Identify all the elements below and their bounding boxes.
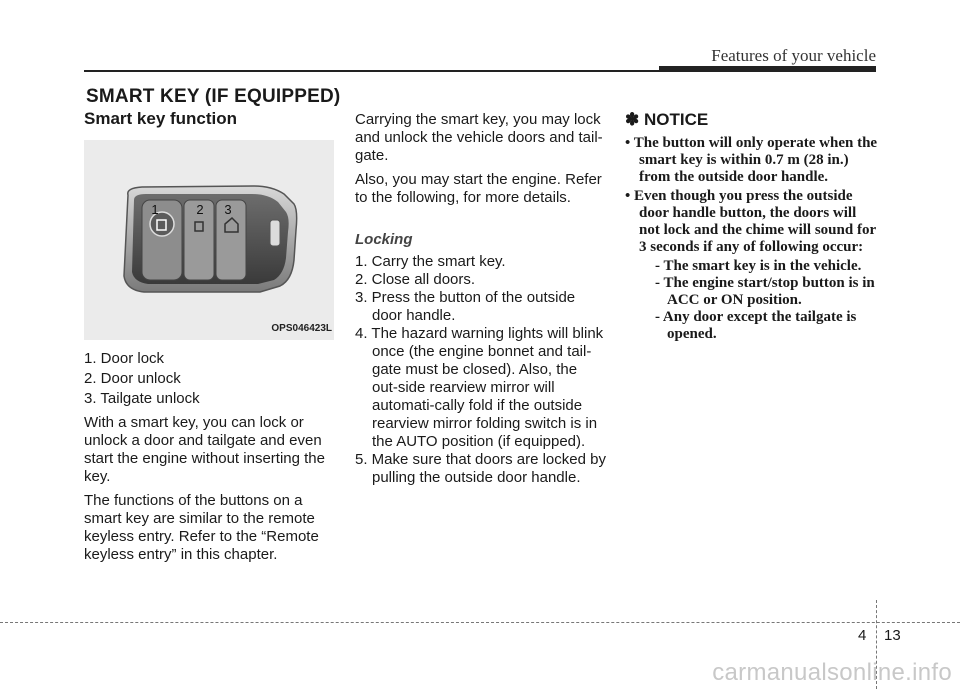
mechanical-key-release: [270, 220, 280, 246]
step-item: 5. Make sure that doors are locked by pulling the outside door handle.: [355, 451, 606, 486]
section-title: SMART KEY (IF EQUIPPED): [86, 86, 341, 107]
paragraph: With a smart key, you can lock or unlock a door and tailgate and even start the engine without inserting the key.: [84, 414, 325, 485]
locking-subheading: Locking: [355, 231, 413, 248]
notice-sub-item: - The engine start/stop button is in ACC or ON position.: [655, 275, 875, 308]
step-item: 1. Carry the smart key.: [355, 253, 506, 270]
notice-bullet: • Even though you press the outside door handle button, the doors will not lock and the chime will sound for 3 seconds if any of following occur:: [625, 188, 876, 255]
notice-body: [625, 135, 880, 343]
key-button-label-1: 1: [151, 202, 159, 217]
notice-sub-item: - The smart key is in the vehicle.: [655, 258, 862, 274]
notice-sub-item: - Any door except the tailgate is opened.: [655, 309, 857, 342]
header-rule: [84, 70, 659, 72]
list-item: 1. Door lock: [84, 350, 165, 367]
page-number: 13: [884, 627, 901, 644]
footer-rule: [0, 622, 960, 623]
smart-key-function-heading: Smart key function: [84, 109, 238, 128]
key-button-label-2: 2: [196, 202, 204, 217]
paragraph: The functions of the buttons on a smart key are similar to the remote keyless entry. Refer to the “Remote keyless entry” in this chapter.: [84, 492, 319, 563]
chapter-number: 4: [858, 627, 867, 644]
column-left: [84, 110, 334, 570]
column-right: [625, 111, 880, 343]
header-bar: [659, 66, 876, 72]
notice-title: ✽ NOTICE: [625, 110, 709, 129]
step-item: 4. The hazard warning lights will blink once (the engine bonnet and tail-gate must be closed). Also, the out-side rearview mirror will automati-cally fold if the outside rearview mirror folding switch is in the AUTO position (if equipped).: [355, 325, 604, 450]
step-item: 2. Close all doors.: [355, 271, 476, 288]
smart-key-figure: [84, 140, 334, 340]
paragraph: Also, you may start the engine. Refer to the following, for more details.: [355, 171, 602, 206]
watermark: carmanualsonline.info: [712, 659, 952, 686]
notice-bullet: • The button will only operate when the smart key is within 0.7 m (28 in.) from the outside door handle.: [625, 135, 878, 185]
figure-code: OPS046423L: [271, 323, 332, 334]
list-item: 3. Tailgate unlock: [84, 390, 200, 407]
key-button-list: [84, 350, 334, 408]
step-item: 3. Press the button of the outside door handle.: [355, 289, 576, 324]
key-button-label-3: 3: [224, 202, 232, 217]
column-middle: [355, 111, 607, 487]
running-header: Features of your vehicle: [711, 46, 876, 65]
smart-key-illustration: [84, 140, 334, 340]
paragraph: Carrying the smart key, you may lock and unlock the vehicle doors and tail-gate.: [355, 111, 603, 164]
list-item: 2. Door unlock: [84, 370, 181, 387]
